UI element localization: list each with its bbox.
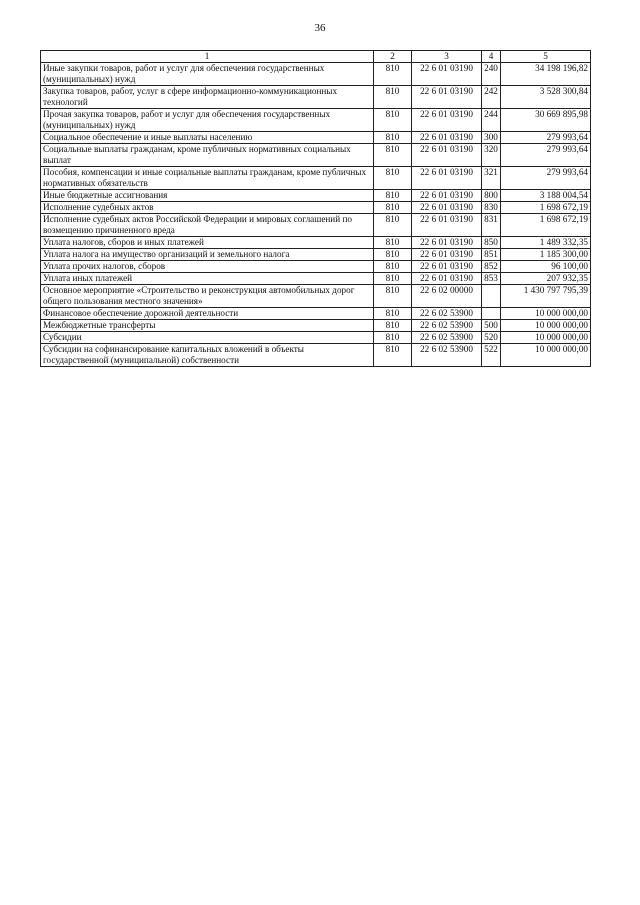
table-row <box>41 237 591 249</box>
row-name: Социальные выплаты гражданам, кроме публичных нормативных социальных выплат <box>41 144 374 167</box>
header-col-3: 3 <box>412 51 482 63</box>
row-amount: 30 669 895,98 <box>501 109 591 132</box>
row-code: 810 <box>374 273 412 285</box>
header-col-2: 2 <box>374 51 412 63</box>
row-amount: 34 198 196,82 <box>501 63 591 86</box>
row-target-article: 22 6 01 03190 <box>412 144 482 167</box>
row-name: Иные бюджетные ассигнования <box>41 190 374 202</box>
row-name: Уплата прочих налогов, сборов <box>41 261 374 273</box>
table-row <box>41 132 591 144</box>
row-expense-type: 853 <box>482 273 501 285</box>
row-target-article: 22 6 01 03190 <box>412 249 482 261</box>
row-target-article: 22 6 01 03190 <box>412 86 482 109</box>
table-row <box>41 214 591 237</box>
row-code: 810 <box>374 63 412 86</box>
table-row <box>41 249 591 261</box>
table-body <box>41 63 591 367</box>
row-expense-type <box>482 308 501 320</box>
header-col-5: 5 <box>501 51 591 63</box>
row-target-article: 22 6 01 03190 <box>412 214 482 237</box>
row-expense-type: 800 <box>482 190 501 202</box>
header-col-4: 4 <box>482 51 501 63</box>
row-expense-type: 242 <box>482 86 501 109</box>
row-amount: 279 993,64 <box>501 144 591 167</box>
row-code: 810 <box>374 214 412 237</box>
row-target-article: 22 6 01 03190 <box>412 132 482 144</box>
row-expense-type: 831 <box>482 214 501 237</box>
row-code: 810 <box>374 308 412 320</box>
row-target-article: 22 6 02 53900 <box>412 344 482 367</box>
row-amount: 96 100,00 <box>501 261 591 273</box>
row-code: 810 <box>374 144 412 167</box>
row-target-article: 22 6 01 03190 <box>412 190 482 202</box>
row-target-article: 22 6 02 53900 <box>412 332 482 344</box>
row-expense-type: 852 <box>482 261 501 273</box>
table-row <box>41 190 591 202</box>
table-row <box>41 273 591 285</box>
row-code: 810 <box>374 261 412 273</box>
row-name: Пособия, компенсации и иные социальные выплаты гражданам, кроме публичных нормативных обязательств <box>41 167 374 190</box>
table-row <box>41 332 591 344</box>
table-row <box>41 344 591 367</box>
row-expense-type: 520 <box>482 332 501 344</box>
row-code: 810 <box>374 332 412 344</box>
row-amount: 3 188 004,54 <box>501 190 591 202</box>
row-expense-type <box>482 285 501 308</box>
row-code: 810 <box>374 167 412 190</box>
row-expense-type: 240 <box>482 63 501 86</box>
row-target-article: 22 6 01 03190 <box>412 261 482 273</box>
row-target-article: 22 6 01 03190 <box>412 109 482 132</box>
table-row <box>41 285 591 308</box>
row-amount: 1 698 672,19 <box>501 214 591 237</box>
row-name: Уплата налога на имущество организаций и земельного налога <box>41 249 374 261</box>
row-expense-type: 830 <box>482 202 501 214</box>
row-amount: 10 000 000,00 <box>501 320 591 332</box>
row-name: Закупка товаров, работ, услуг в сфере информационно-коммуникационных технологий <box>41 86 374 109</box>
budget-table <box>40 50 591 367</box>
row-name: Субсидии <box>41 332 374 344</box>
row-code: 810 <box>374 285 412 308</box>
row-expense-type: 851 <box>482 249 501 261</box>
row-amount: 10 000 000,00 <box>501 344 591 367</box>
row-name: Финансовое обеспечение дорожной деятельности <box>41 308 374 320</box>
table-row <box>41 167 591 190</box>
row-code: 810 <box>374 132 412 144</box>
row-target-article: 22 6 01 03190 <box>412 63 482 86</box>
row-name: Основное мероприятие «Строительство и реконструкция автомобильных дорог общего пользования местного значения» <box>41 285 374 308</box>
row-amount: 10 000 000,00 <box>501 332 591 344</box>
row-amount: 3 528 300,84 <box>501 86 591 109</box>
row-code: 810 <box>374 202 412 214</box>
row-name: Исполнение судебных актов <box>41 202 374 214</box>
row-expense-type: 522 <box>482 344 501 367</box>
row-code: 810 <box>374 237 412 249</box>
row-name: Субсидии на софинансирование капитальных вложений в объекты государственной (муниципальной) собственности <box>41 344 374 367</box>
row-name: Иные закупки товаров, работ и услуг для обеспечения государственных (муниципальных) нужд <box>41 63 374 86</box>
row-amount: 1 698 672,19 <box>501 202 591 214</box>
row-name: Уплата иных платежей <box>41 273 374 285</box>
row-amount: 1 185 300,00 <box>501 249 591 261</box>
table-row <box>41 308 591 320</box>
row-expense-type: 300 <box>482 132 501 144</box>
table-row <box>41 109 591 132</box>
row-expense-type: 244 <box>482 109 501 132</box>
table-row <box>41 63 591 86</box>
table-row <box>41 261 591 273</box>
table-row <box>41 202 591 214</box>
table-row <box>41 86 591 109</box>
row-target-article: 22 6 01 03190 <box>412 237 482 249</box>
row-amount: 1 430 797 795,39 <box>501 285 591 308</box>
header-col-1: 1 <box>41 51 374 63</box>
row-target-article: 22 6 02 53900 <box>412 320 482 332</box>
row-target-article: 22 6 01 03190 <box>412 202 482 214</box>
row-amount: 1 489 332,35 <box>501 237 591 249</box>
row-expense-type: 320 <box>482 144 501 167</box>
row-name: Уплата налогов, сборов и иных платежей <box>41 237 374 249</box>
row-amount: 279 993,64 <box>501 167 591 190</box>
table-row <box>41 144 591 167</box>
row-code: 810 <box>374 320 412 332</box>
table-row <box>41 320 591 332</box>
row-target-article: 22 6 02 53900 <box>412 308 482 320</box>
row-amount: 279 993,64 <box>501 132 591 144</box>
row-name: Межбюджетные трансферты <box>41 320 374 332</box>
table-header-row <box>41 51 591 63</box>
row-name: Исполнение судебных актов Российской Федерации и мировых соглашений по возмещению причиненного вреда <box>41 214 374 237</box>
row-name: Прочая закупка товаров, работ и услуг для обеспечения государственных (муниципальных) нужд <box>41 109 374 132</box>
row-code: 810 <box>374 190 412 202</box>
row-code: 810 <box>374 86 412 109</box>
row-target-article: 22 6 01 03190 <box>412 167 482 190</box>
row-expense-type: 500 <box>482 320 501 332</box>
row-name: Социальное обеспечение и иные выплаты населению <box>41 132 374 144</box>
page-number: 36 <box>314 22 326 34</box>
row-code: 810 <box>374 249 412 261</box>
row-amount: 207 932,35 <box>501 273 591 285</box>
row-amount: 10 000 000,00 <box>501 308 591 320</box>
row-expense-type: 321 <box>482 167 501 190</box>
row-code: 810 <box>374 344 412 367</box>
row-target-article: 22 6 02 00000 <box>412 285 482 308</box>
row-code: 810 <box>374 109 412 132</box>
row-expense-type: 850 <box>482 237 501 249</box>
row-target-article: 22 6 01 03190 <box>412 273 482 285</box>
